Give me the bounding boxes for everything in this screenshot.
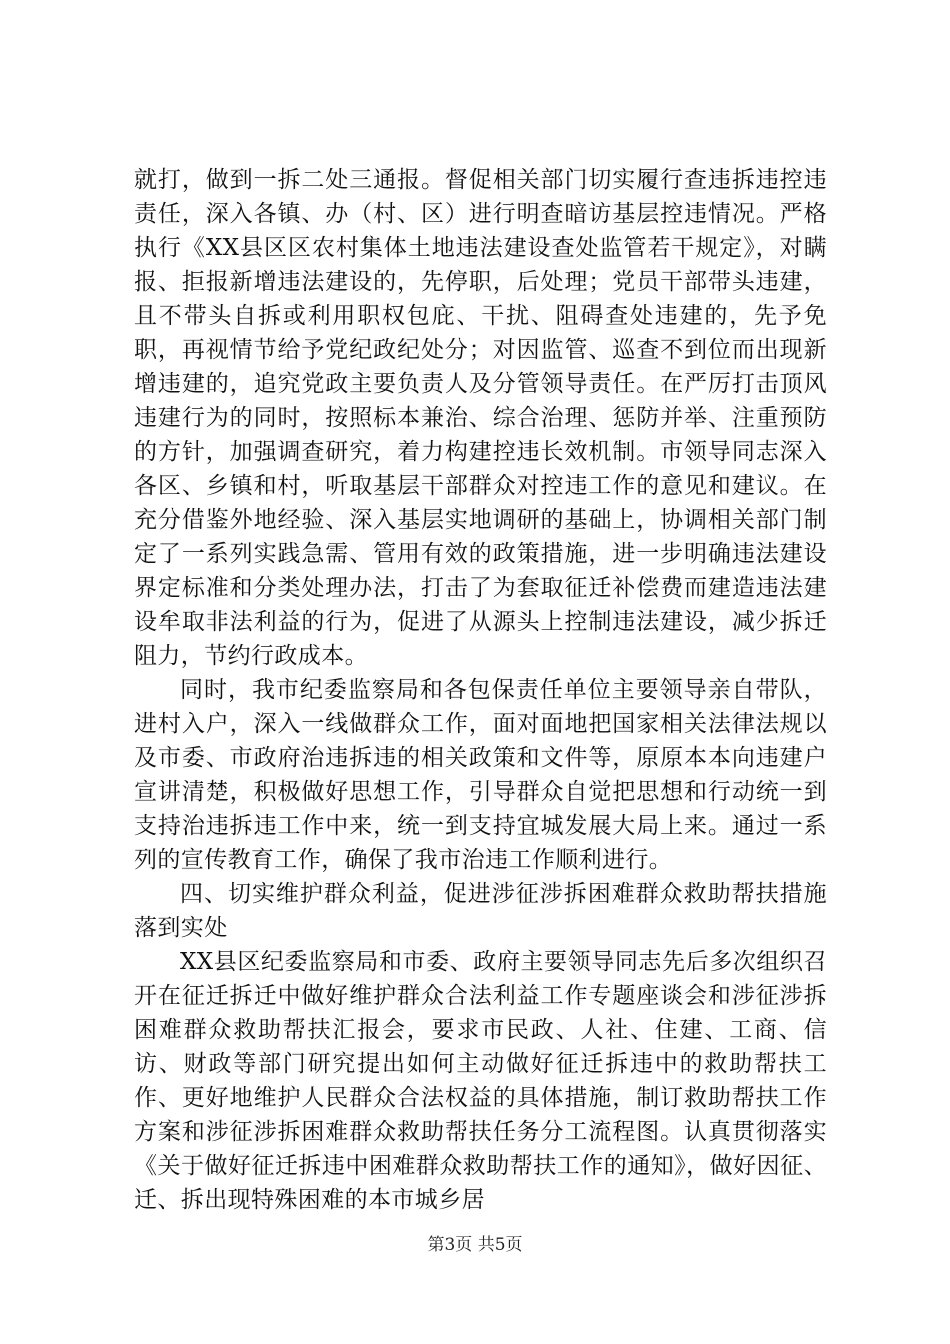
paragraph-publicity-work: 同时，我市纪委监察局和各包保责任单位主要领导亲自带队，进村入户，深入一线做群众工作，面对面地把国家相关法律法规以及市委、市政府治违拆违的相关政策和文件等，原原本本向违建户宣讲清楚，积极做好思想工作，引导群众自觉把思想和行动统一到支持治违拆违工作中来，统一到支持宜城发展大局上来。通过一系列的宣传教育工作，确保了我市治违工作顺利进行。 xyxy=(134,677,827,873)
section-heading-four: 四、切实维护群众利益，促进涉征涉拆困难群众救助帮扶措施落到实处 xyxy=(134,881,827,941)
paragraph-assistance-measures: XX县区纪委监察局和市委、政府主要领导同志先后多次组织召开在征迁拆迁中做好维护群众合法利益工作专题座谈会和涉征涉拆困难群众救助帮扶汇报会，要求市民政、人社、住建、工商、信访、财政等部门研究提出如何主动做好征迁拆违中的救助帮扶工作、更好地维护人民群众合法权益的具体措施，制订救助帮扶工作方案和涉征涉拆困难群众救助帮扶任务分工流程图。认真贯彻落实《关于做好征迁拆违中困难群众救助帮扶工作的通知》，做好因征、迁、拆出现特殊困难的本市城乡居 xyxy=(134,949,827,1213)
document-body xyxy=(134,163,827,1217)
paragraph-continuation: 就打，做到一拆二处三通报。督促相关部门切实履行查违拆违控违责任，深入各镇、办（村、区）进行明查暗访基层控违情况。严格执行《XX县区区农村集体土地违法建设查处监管若干规定》，对瞒报、拒报新增违法建设的，先停职，后处理；党员干部带头违建，且不带头自拆或利用职权包庇、干扰、阻碍查处违建的，先予免职，再视情节给予党纪政纪处分；对因监管、巡查不到位而出现新增违建的，追究党政主要负责人及分管领导责任。在严厉打击顶风违建行为的同时，按照标本兼治、综合治理、惩防并举、注重预防的方针，加强调查研究，着力构建控违长效机制。市领导同志深入各区、乡镇和村，听取基层干部群众对控违工作的意见和建议。在充分借鉴外地经验、深入基层实地调研的基础上，协调相关部门制定了一系列实践急需、管用有效的政策措施，进一步明确违法建设界定标准和分类处理办法，打击了为套取征迁补偿费而建造违法建设牟取非法利益的行为，促进了从源头上控制违法建设，减少拆迁阻力，节约行政成本。 xyxy=(134,167,827,669)
page-number-footer: 第3页 共5页 xyxy=(427,1235,523,1255)
